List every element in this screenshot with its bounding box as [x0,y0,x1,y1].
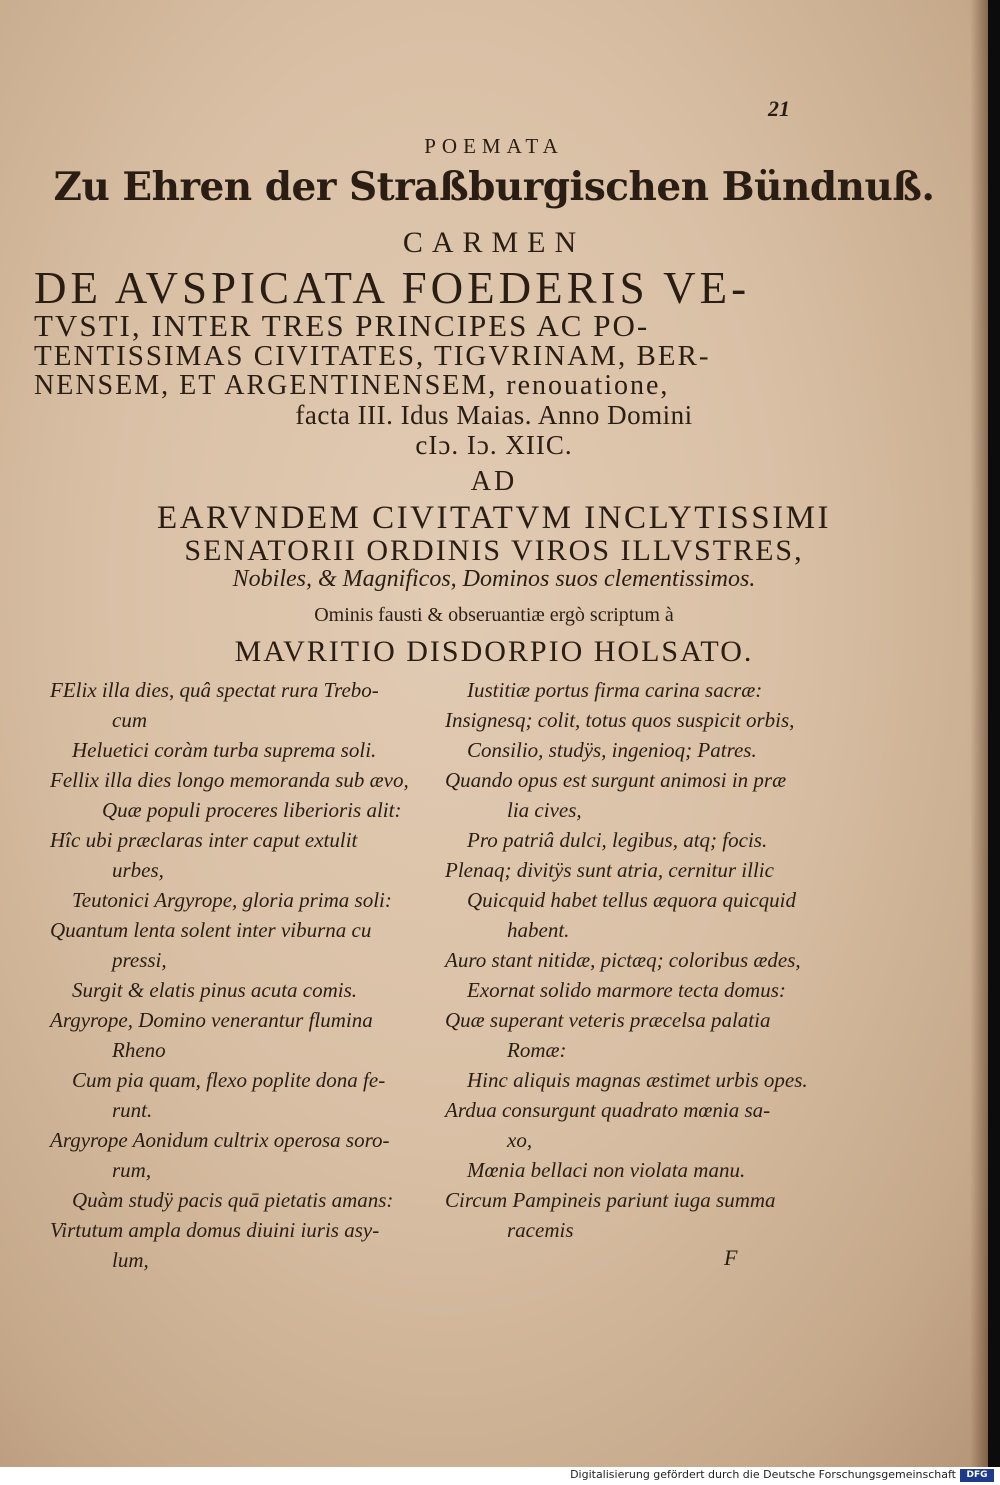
verse-line: FElix illa dies, quâ spectat rura Trebo- [50,678,379,702]
verse-line: Rheno [112,1038,166,1062]
page-number: 21 [768,96,790,121]
verse-line: runt. [112,1098,153,1122]
title-line: cIɔ. Iɔ. XIIC. [415,430,573,460]
verse-line: Argyrope, Domino venerantur flumina [50,1008,373,1032]
verse-line: Quicquid habet tellus æquora quicquid [467,888,796,912]
verse-line: Auro stant nitidæ, pictæq; coloribus ædes, [445,948,801,972]
dedication-line: Ominis fausti & obseruantiæ ergò scriptum à [314,604,674,626]
author-name: MAVRITIO DISDORPIO HOLSATO. [234,635,754,668]
dedication-line: SENATORII ORDINIS VIROS ILLVSTRES, [184,534,804,567]
verse-line: lum, [112,1248,149,1272]
verse-line: urbes, [112,858,164,882]
verse-line: Argyrope Aonidum cultrix operosa soro- [50,1128,390,1152]
verse-line: rum, [112,1158,152,1182]
verse-line: Iustitiæ portus firma carina sacræ: [467,678,763,702]
ad-heading: AD [470,466,518,497]
title-line: DE AVSPICATA FOEDERIS VE- [34,263,751,313]
title-line: NENSEM, ET ARGENTINENSEM, renouatione, [34,370,670,401]
verse-line: Ardua consurgunt quadrato mœnia sa- [445,1098,771,1122]
verse-line: Quantum lenta solent inter viburna cu [50,918,372,942]
verse-line: Teutonici Argyrope, gloria prima soli: [72,888,392,912]
scan-edge [988,0,1000,1467]
verse-line: Consilio, studÿs, ingenioq; Patres. [467,738,757,762]
verse-line: habent. [507,918,570,942]
title-line: facta III. Idus Maias. Anno Domini [295,400,693,430]
verse-line: Pro patriâ dulci, legibus, atq; focis. [467,828,768,852]
dedication-line: Nobiles, & Magnificos, Dominos suos clementissimos. [232,566,756,592]
verse-line: lia cives, [507,798,582,822]
verse-line: Fellix illa dies longo memoranda sub ævo, [50,768,409,792]
verse-line: Quæ superant veteris præcelsa palatia [445,1008,771,1032]
verse-line: Heluetici coràm turba suprema soli. [72,738,377,762]
catchword: F [724,1245,738,1270]
verse-line: Hîc ubi præclaras inter caput extulit [50,828,358,852]
verse-line: Romæ: [507,1038,567,1062]
verse-line: xo, [507,1128,533,1152]
title-line: TVSTI, INTER TRES PRINCIPES AC PO- [34,308,650,343]
verse-line: Virtutum ampla domus diuini iuris asy- [50,1218,380,1242]
verse-line: Quàm studÿ pacis quā pietatis amans: [72,1188,394,1212]
verse-line: Mœnia bellaci non violata manu. [467,1158,746,1182]
verse-line: Cum pia quam, flexo poplite dona fe- [72,1068,386,1092]
carmen-heading: CARMEN [402,226,586,259]
verse-column-left [50,675,450,1275]
verse-line: Insignesq; colit, totus quos suspicit orbis, [445,708,795,732]
german-title: Zu Ehren der Straßburgischen Bündnuß. [53,164,935,210]
verse-line: Quæ populi proceres liberioris alit: [102,798,402,822]
title-line: TENTISSIMAS CIVITATES, TIGVRINAM, BER- [34,340,711,372]
verse-line: Hinc aliquis magnas æstimet urbis opes. [467,1068,808,1092]
verse-line: pressi, [112,948,167,972]
footer-bar [0,1467,1000,1485]
verse-line: Plenaq; divitÿs sunt atria, cernitur illic [445,858,774,882]
verse-line: cum [112,708,147,732]
dedication-line: EARVNDEM CIVITATVM INCLYTISSIMI [157,500,831,536]
verse-line: Circum Pampineis pariunt iuga summa [445,1188,776,1212]
footer-credit: Digitalisierung gefördert durch die Deutsche Forschungsgemeinschaft [570,1468,956,1481]
running-head: POEMATA [424,134,564,158]
dfg-logo[interactable]: DFG [960,1469,994,1482]
verse-column-right [445,675,845,1245]
verse-line: Quando opus est surgunt animosi in præ [445,768,787,792]
verse-line: Surgit & elatis pinus acuta comis. [72,978,358,1002]
verse-line: Exornat solido marmore tecta domus: [467,978,786,1002]
verse-line: racemis [507,1218,574,1242]
